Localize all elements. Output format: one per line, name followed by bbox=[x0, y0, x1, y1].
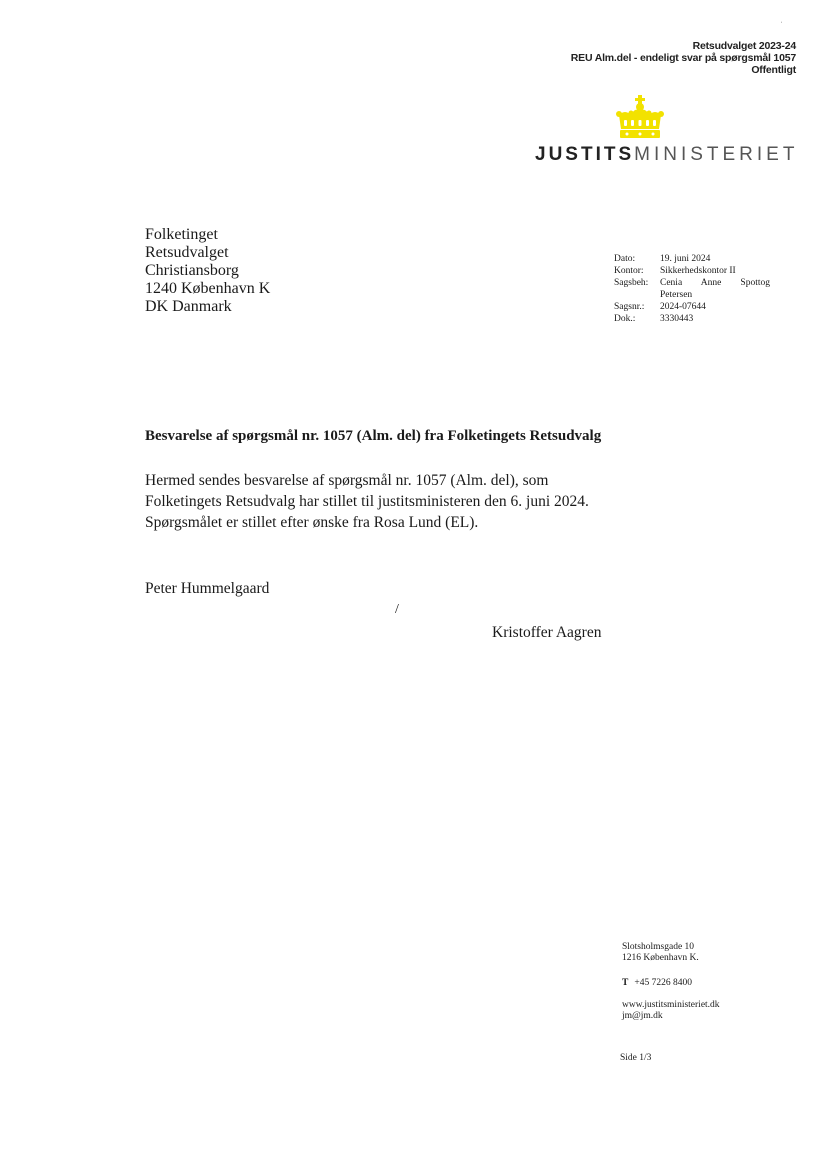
meta-value-handler: Cenia Anne Spottog bbox=[660, 278, 770, 288]
signature-separator: / bbox=[395, 602, 399, 617]
wordmark-bold-part: JUSTITS bbox=[535, 144, 635, 165]
contact-website: www.justitsministeriet.dk bbox=[622, 1000, 720, 1010]
recipient-line: 1240 København K bbox=[145, 280, 271, 297]
body-line: Folketingets Retsudvalg har stillet til justitsministeren den 6. juni 2024. bbox=[145, 493, 589, 510]
contact-phone: +45 7226 8400 bbox=[634, 978, 692, 988]
body-line: Hermed sendes besvarelse af spørgsmål nr. 1057 (Alm. del), som bbox=[145, 472, 549, 489]
wordmark-light-part: MINISTERIET bbox=[634, 144, 799, 165]
case-metadata bbox=[614, 253, 770, 325]
meta-label-office: Kontor: bbox=[614, 266, 644, 276]
page-number: Side 1/3 bbox=[620, 1053, 652, 1063]
signatory-minister: Peter Hummelgaard bbox=[145, 580, 270, 597]
meta-value-case: 2024-07644 bbox=[660, 302, 706, 312]
stamp-line-committee: Retsudvalget 2023-24 bbox=[692, 40, 796, 52]
ministry-contact bbox=[622, 942, 720, 1022]
meta-value-handler-cont: Petersen bbox=[660, 290, 693, 300]
meta-label-doc: Dok.: bbox=[614, 314, 636, 324]
stamp-line-reference: REU Alm.del - endeligt svar på spørgsmål 1057 bbox=[570, 52, 796, 64]
meta-value-office: Sikkerhedskontor II bbox=[660, 266, 736, 276]
contact-phone-row bbox=[622, 978, 720, 989]
document-stamp bbox=[571, 40, 796, 76]
scan-artifact: ˌ bbox=[780, 14, 783, 23]
recipient-line: Christiansborg bbox=[145, 262, 239, 279]
meta-value-date: 19. juni 2024 bbox=[660, 254, 711, 264]
recipient-address bbox=[145, 226, 270, 316]
signatory-official: Kristoffer Aagren bbox=[492, 624, 602, 641]
body-line: Spørgsmålet er stillet efter ønske fra Rosa Lund (EL). bbox=[145, 514, 479, 531]
crown-icon bbox=[615, 95, 665, 139]
meta-value-doc: 3330443 bbox=[660, 314, 694, 324]
meta-label-handler: Sagsbeh: bbox=[614, 278, 649, 288]
meta-label-date: Dato: bbox=[614, 254, 636, 264]
contact-email: jm@jm.dk bbox=[622, 1011, 663, 1021]
stamp-line-status: Offentligt bbox=[751, 64, 796, 76]
meta-label-case: Sagsnr.: bbox=[614, 302, 645, 312]
recipient-line: Folketinget bbox=[145, 226, 218, 243]
letter-subject: Besvarelse af spørgsmål nr. 1057 (Alm. del) fra Folketingets Retsudvalg bbox=[145, 428, 602, 444]
letter-body bbox=[145, 470, 601, 533]
recipient-line: Retsudvalget bbox=[145, 244, 229, 261]
phone-label: T bbox=[622, 978, 629, 988]
contact-city: 1216 København K. bbox=[622, 953, 699, 963]
contact-street: Slotsholmsgade 10 bbox=[622, 942, 695, 952]
ministry-logo-wordmark bbox=[535, 144, 798, 166]
recipient-line: DK Danmark bbox=[145, 298, 232, 315]
